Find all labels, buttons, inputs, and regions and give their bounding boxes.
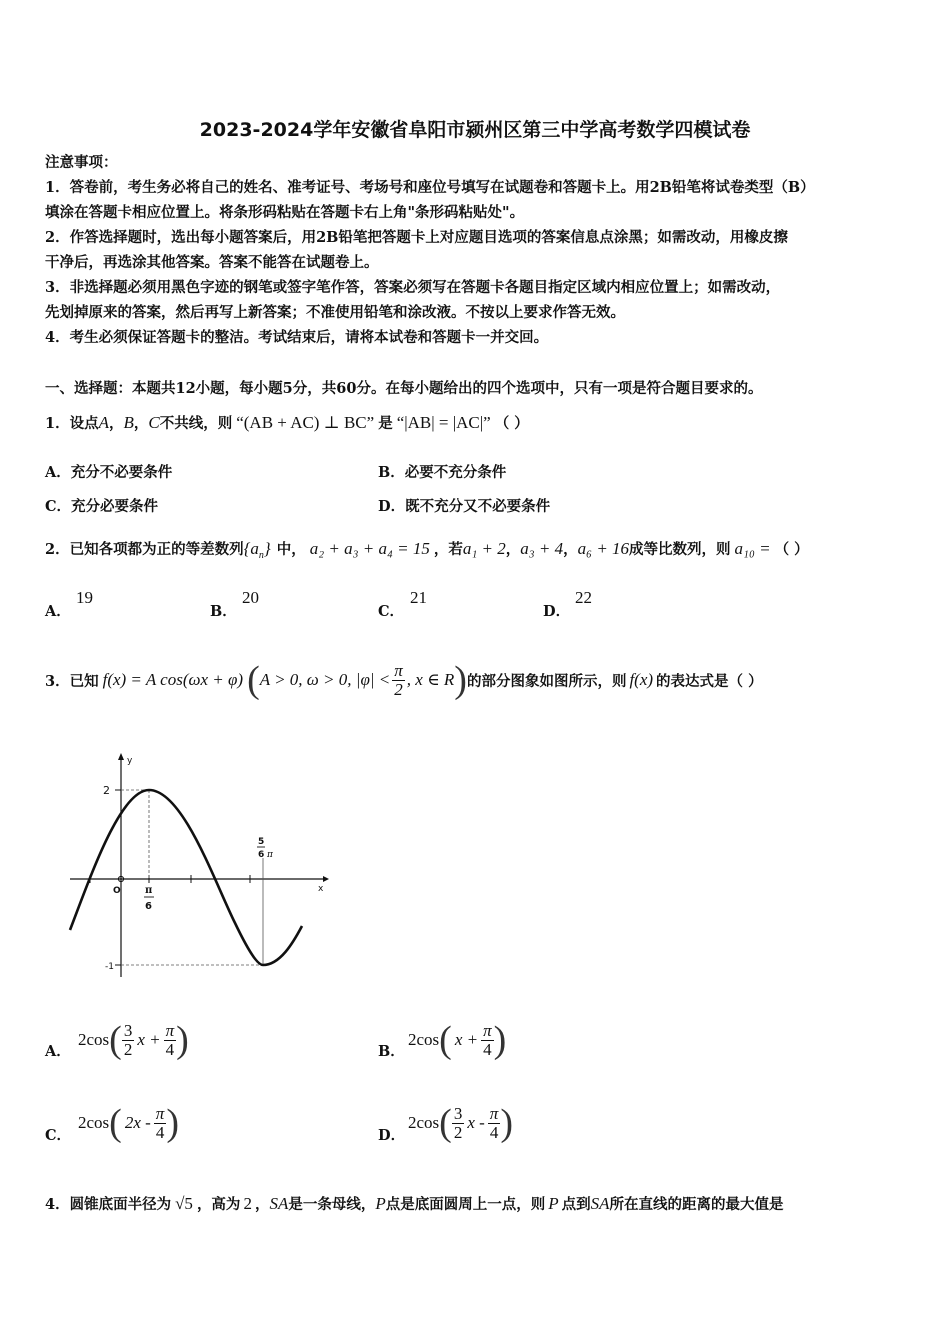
q2-term-2: a₃ + 4 bbox=[520, 539, 564, 558]
q1-condition-2: “|AB| = |AC|” bbox=[396, 413, 491, 432]
q2-option-c-value: 21 bbox=[410, 588, 427, 607]
q2-prefix: 2．已知各项都为正的等差数列 bbox=[45, 541, 244, 558]
q1-blank: （ ） bbox=[494, 415, 529, 432]
q1-point-b: B bbox=[123, 413, 134, 432]
q2-option-b-value: 20 bbox=[242, 588, 259, 607]
q2-option-a-label: A． bbox=[45, 603, 71, 620]
q2-term-1: a₁ + 2 bbox=[462, 539, 506, 558]
cosine-curve bbox=[70, 790, 302, 965]
q1-text: 不共线，则 bbox=[159, 415, 233, 432]
q4-prefix: 4．圆锥底面半径为 bbox=[45, 1196, 172, 1213]
q1-option-d: D．既不充分又不必要条件 bbox=[378, 498, 551, 515]
six2-label: 6 bbox=[258, 850, 265, 860]
q3-function: f(x) = A cos(ωx + φ) bbox=[102, 670, 244, 689]
notice-line: 先划掉原来的答案，然后再写上新答案；不准使用铅笔和涂改液。不按以上要求作答无效。 bbox=[45, 304, 625, 321]
q3-option-b-label: B． bbox=[378, 1043, 405, 1060]
q1-prefix: 1．设点 bbox=[45, 415, 99, 432]
question-1: 1．设点A，B，C不共线，则 “(AB + AC) ⊥ BC” 是 “|AB| = |AC|” （ ） bbox=[45, 413, 529, 432]
notice-line: 填涂在答题卡相应位置上。将条形码粘贴在答题卡右上角"条形码粘贴处"。 bbox=[45, 204, 525, 221]
q2-blank: （ ） bbox=[774, 541, 809, 558]
q2-option-d-value: 22 bbox=[575, 588, 592, 607]
q2-term-3: a₆ + 16 bbox=[577, 539, 630, 558]
q3-condition: A > 0, ω > 0, |φ| < bbox=[259, 670, 391, 689]
notice-line: 干净后，再选涂其他答案。答案不能答在试题卷上。 bbox=[45, 254, 379, 271]
q3-text: 的部分图象如图所示，则 bbox=[466, 672, 627, 690]
notice-heading: 注意事项： bbox=[45, 154, 118, 171]
q4-text-2: ， bbox=[254, 1196, 270, 1213]
q3-text-2: 的表达式是（ ） bbox=[656, 672, 763, 690]
q1-point-a: A bbox=[98, 413, 109, 432]
q3-prefix: 3．已知 bbox=[45, 672, 99, 690]
q1-option-b: B．必要不充分条件 bbox=[378, 464, 507, 481]
question-4 bbox=[45, 1186, 784, 1223]
q4-sa: SA bbox=[269, 1194, 289, 1213]
q2-a10: a₁₀ = bbox=[734, 539, 771, 558]
min-label: -1 bbox=[105, 962, 114, 972]
q3-option-d-expr: 2cos ( $\frac{3}{2}$ x - $\frac{\pi}{4}$ ) bbox=[408, 1102, 513, 1144]
q3-fx: f(x) bbox=[629, 670, 654, 689]
page-title: 2023-2024学年安徽省阜阳市颍州区第三中学高考数学四模试卷 bbox=[199, 119, 751, 141]
q4-text-6: 所在直线的距离的最大值是 bbox=[609, 1196, 784, 1213]
five-label: 5 bbox=[258, 837, 265, 847]
q4-p2: P bbox=[548, 1194, 559, 1213]
question-2: 2．已知各项都为正的等差数列$\{a_n\}$ 中， a₂ + a₃ + a₄ = 15 ，若a₁ + 2，a₃ + 4，a₆ + 16成等比数列，则 a₁₀ = （ ） bbox=[45, 539, 809, 561]
x-axis-label: x bbox=[318, 884, 324, 894]
max-label: 2 bbox=[103, 784, 110, 797]
q2-option-a-value: 19 bbox=[76, 588, 93, 607]
q3-option-c-expr: 2cos ( 2x - $\frac{\pi}{4}$ ) bbox=[78, 1102, 179, 1144]
q1-point-c: C bbox=[148, 413, 160, 432]
notice-line: 4．考生必须保证答题卡的整洁。考试结束后，请将本试卷和答题卡一并交回。 bbox=[45, 329, 549, 346]
q3-option-d-label: D． bbox=[378, 1127, 406, 1144]
q2-geo: 成等比数列，则 bbox=[629, 541, 731, 558]
origin-label: O bbox=[113, 886, 121, 896]
q2-sum: a₂ + a₃ + a₄ = 15 bbox=[309, 539, 430, 558]
y-axis-arrow bbox=[118, 753, 124, 760]
y-axis-label: y bbox=[127, 756, 133, 766]
q4-text-4: 点是底面圆周上一点，则 bbox=[385, 1196, 546, 1213]
pi-label: π bbox=[145, 885, 153, 896]
q2-sequence: $\{a_n\}$ bbox=[243, 539, 271, 561]
q4-p: P bbox=[375, 1194, 386, 1213]
notice-line: 3．非选择题必须用黑色字迹的钢笔或签字笔作答，答案必须写在答题卡各题目指定区域内相应位置上；如需改动， bbox=[45, 279, 781, 296]
q1-is: 是 bbox=[378, 415, 393, 432]
q2-mid: 中， bbox=[276, 541, 306, 558]
q2-option-d-label: D． bbox=[543, 603, 571, 620]
q3-condition-end: , x ∈ R bbox=[406, 670, 455, 689]
x-axis-arrow bbox=[323, 876, 329, 882]
q4-height: 2 bbox=[243, 1194, 252, 1213]
q3-graph bbox=[65, 748, 330, 980]
q4-sa2: SA bbox=[590, 1194, 610, 1213]
q4-text-1: ，高为 bbox=[196, 1196, 241, 1213]
section-heading: 一、选择题：本题共12小题，每小题5分，共60分。在每小题给出的四个选项中，只有一项是符合题目要求的。 bbox=[45, 380, 763, 397]
q3-fraction: $\frac{\pi}{2}$ bbox=[394, 660, 403, 699]
q3-option-b-expr: 2cos ( x + $\frac{\pi}{4}$ ) bbox=[408, 1019, 507, 1061]
q3-option-a-expr: 2cos ( $\frac{3}{2}$ x + $\frac{\pi}{4}$ ) bbox=[78, 1019, 189, 1061]
q3-option-c-label: C． bbox=[45, 1127, 72, 1144]
q3-option-a-label: A． bbox=[45, 1043, 71, 1060]
q4-text-5: 点到 bbox=[561, 1196, 591, 1213]
question-3: 3．已知 f(x) = A cos(ωx + φ) ( A > 0, ω > 0, |φ| < $\frac{\pi}{2}$ , x ∈ R ) 的部分图象如图所示，则 f(x) 的表达式是（ ） bbox=[45, 659, 763, 701]
notice-line: 1．答卷前，考生务必将自己的姓名、准考证号、考场号和座位号填写在试题卷和答题卡上。用2B铅笔将试卷类型（B） bbox=[45, 179, 815, 196]
q2-option-c-label: C． bbox=[378, 603, 405, 620]
notice-line: 2．作答选择题时，选出每小题答案后，用2B铅笔把答题卡上对应题目选项的答案信息点涂黑；如需改动，用橡皮擦 bbox=[45, 229, 788, 246]
q1-condition-1: “(AB + AC) ⊥ BC” bbox=[236, 413, 375, 432]
q1-option-c: C．充分必要条件 bbox=[45, 498, 159, 515]
q2-if: ，若 bbox=[433, 541, 463, 558]
six-label: 6 bbox=[145, 901, 152, 912]
q1-option-a: A．充分不必要条件 bbox=[45, 464, 173, 481]
q4-text-3: 是一条母线， bbox=[288, 1196, 376, 1213]
q4-radius: √5 bbox=[175, 1194, 193, 1213]
q2-option-b-label: B． bbox=[210, 603, 237, 620]
pi2-label: π bbox=[267, 850, 273, 860]
